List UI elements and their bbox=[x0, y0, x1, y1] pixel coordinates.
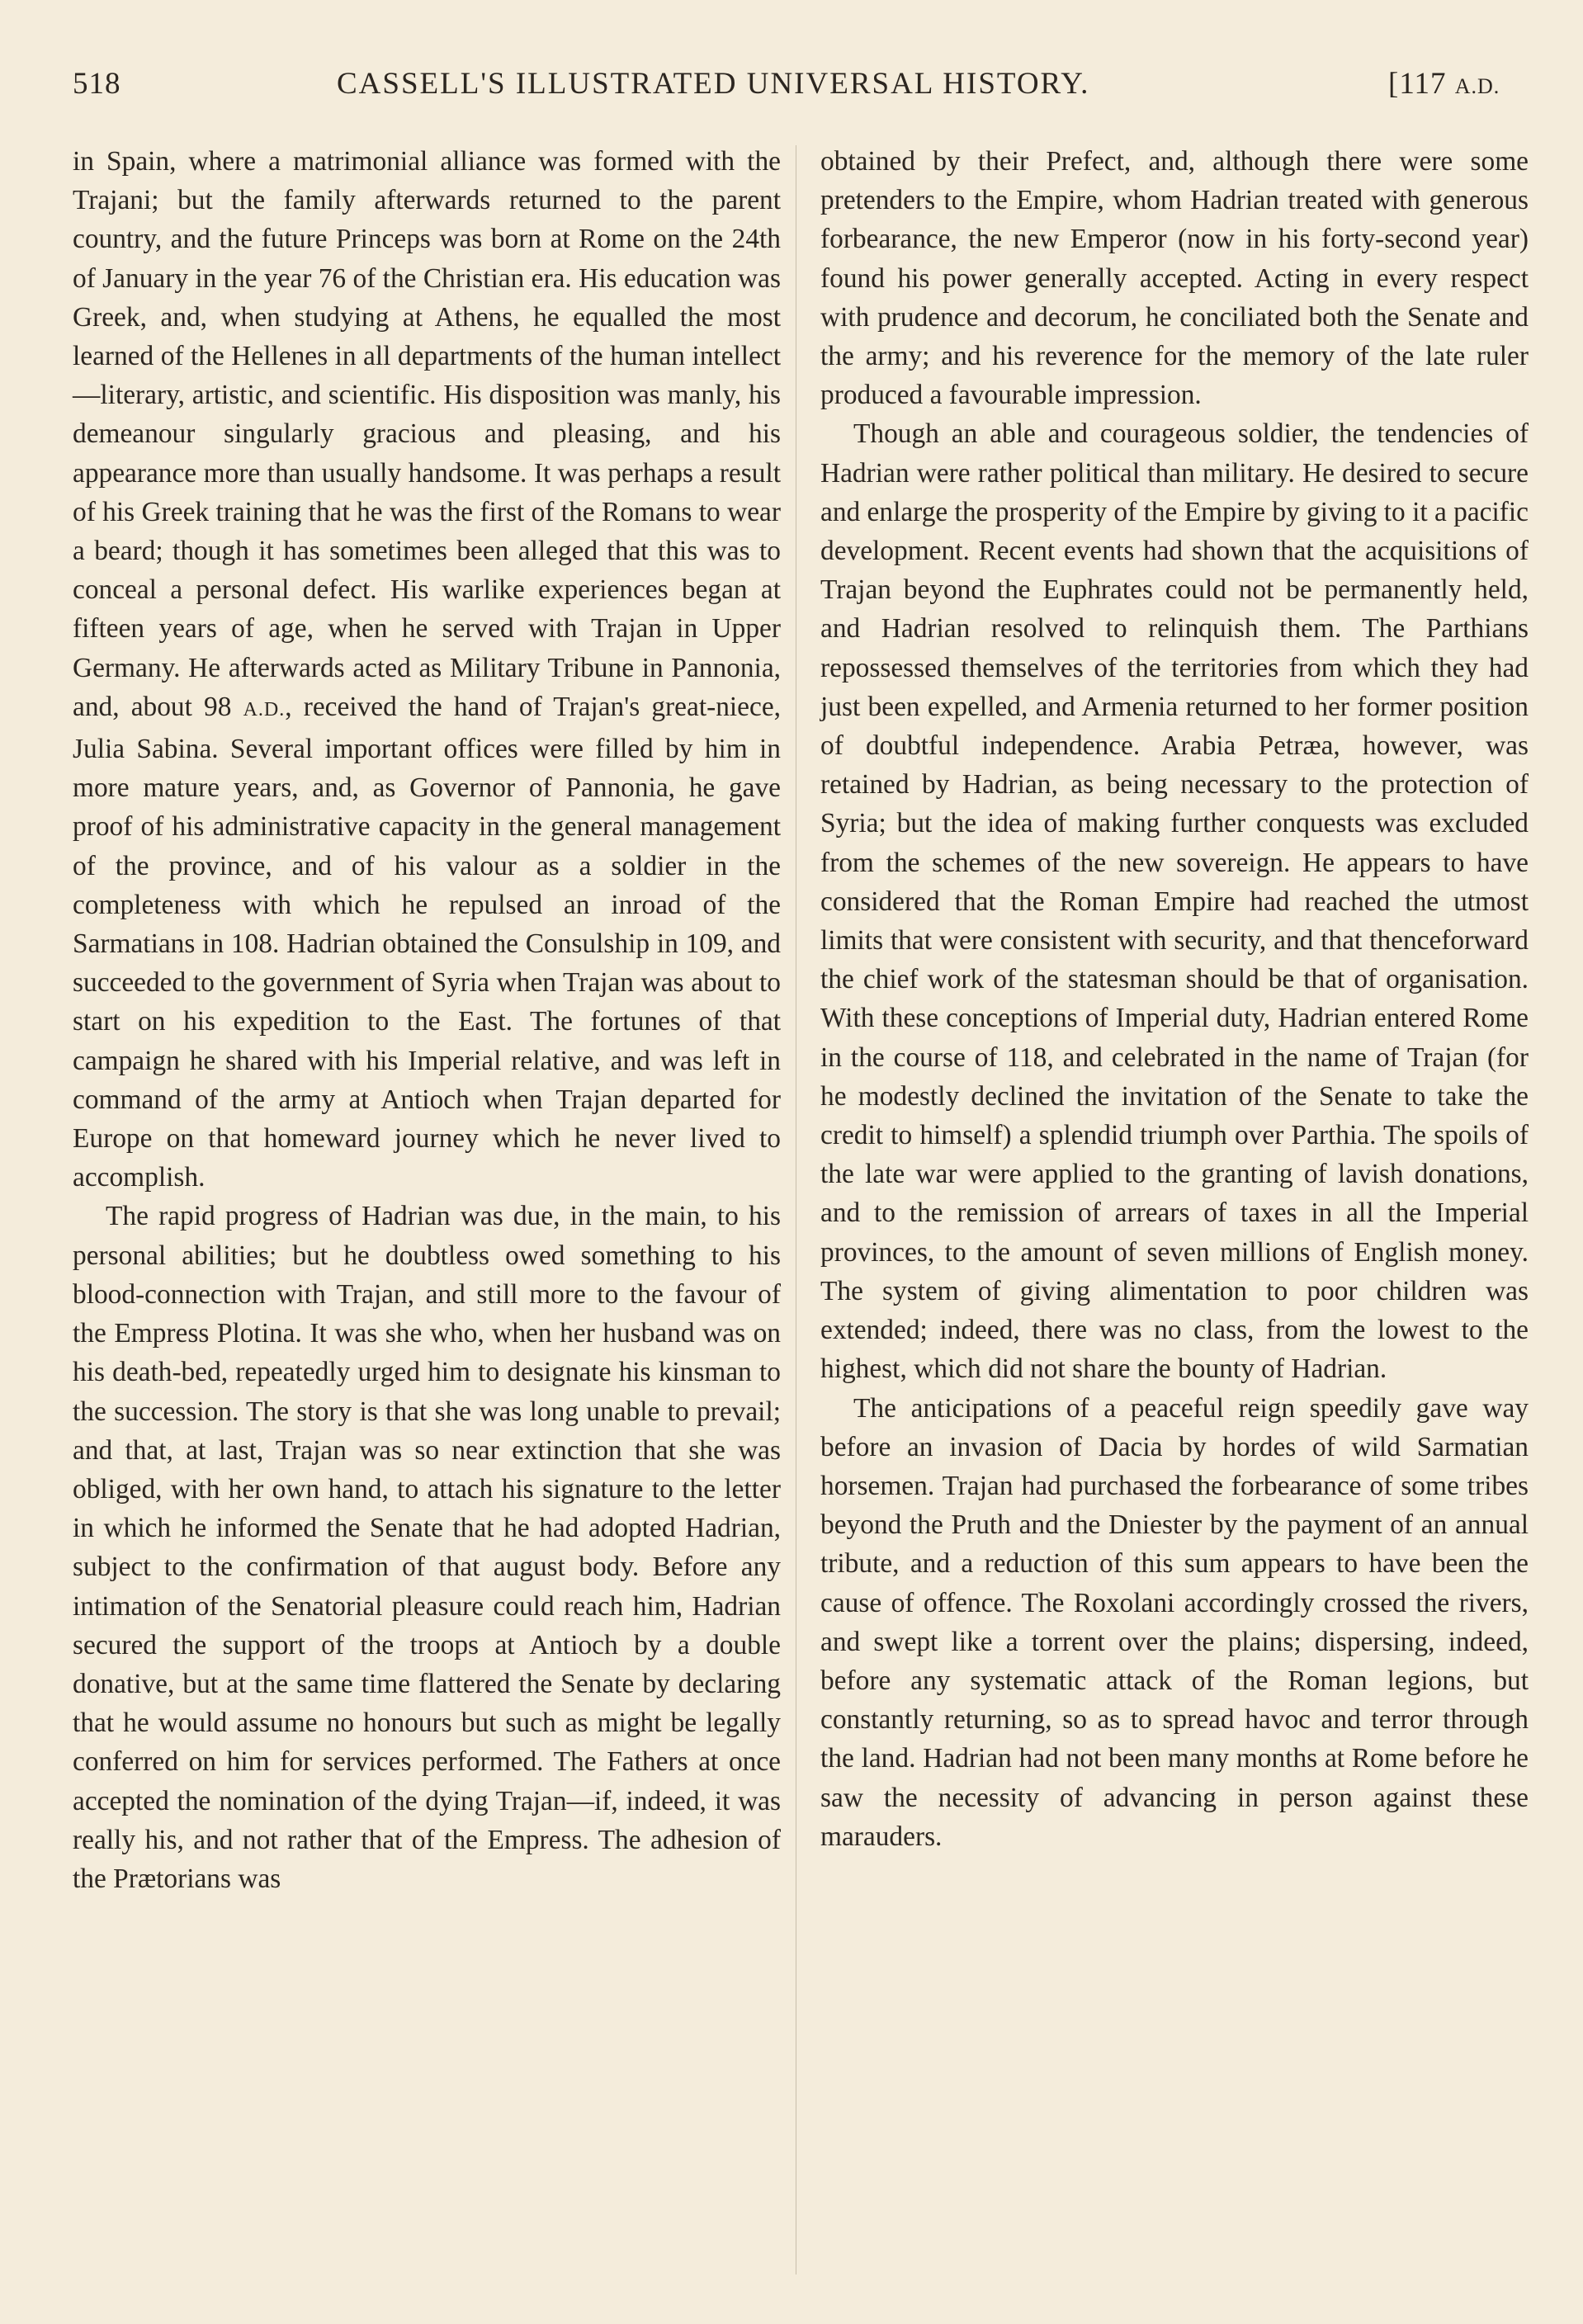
running-title: CASSELL'S ILLUSTRATED UNIVERSAL HISTORY. bbox=[337, 67, 1090, 101]
paragraph-text: in Spain, where a matrimonial alliance was formed with the Trajani; but the family afterwards returned to the parent country, and the future Princeps was born at Rome on the 24th of January in the year 76 of the Christian era. His education was Greek, and, when studying at Athens, he equalled the most learned of the Hellenes in all departments of the human intellect—literary, artistic, and scientific. His disposition was manly, his demeanour singularly gracious and pleasing, and his appearance more than usually handsome. It was perhaps a result of his Greek training that he was the first of the Romans to wear a beard; though it has sometimes been alleged that this was to conceal a personal defect. His warlike experiences began at fifteen years of age, when he served with Trajan in Upper Germany. He afterwards acted as Military Tribune in Pannonia, and, about 98 bbox=[73, 146, 781, 722]
right-column bbox=[820, 142, 1529, 1856]
date-prefix: [117 bbox=[1388, 67, 1455, 101]
paragraph bbox=[73, 142, 781, 1197]
page-header bbox=[0, 66, 1583, 116]
paragraph-text-continued: , received the hand of Trajan's great-niece, Julia Sabina. Several important offices were filled by him in more mature years, and, as Governor of Pannonia, he gave proof of his administrative capacity in the general management of the province, and of his valour as a soldier in the completeness with which he repulsed an inroad of the Sarmatians in 108. Hadrian obtained the Consulship in 109, and succeeded to the government of Syria when Trajan was about to start on his expedition to the East. The fortunes of that campaign he shared with his Imperial relative, and was left in command of the army at Antioch when Trajan departed for Europe on that homeward journey which he never lived to accomplish. bbox=[73, 691, 781, 1193]
paragraph: The rapid progress of Hadrian was due, in the main, to his personal abilities; but he doubtless owed something to his blood-connection with Trajan, and still more to the favour of the Empress Plotina. It was she who, when her husband was on his death-bed, repeatedly urged him to designate his kinsman to the succession. The story is that she was long unable to prevail; and that, at last, Trajan was so near extinction that she was obliged, with her own hand, to attach his signature to the letter in which he informed the Senate that he had adopted Hadrian, subject to the confirmation of that august body. Before any intimation of the Senatorial pleasure could reach him, Hadrian secured the support of the troops at Antioch by a double donative, but at the same time flattered the Senate by declaring that he would assume no honours but such as might be legally conferred on him for services performed. The Fathers at once accepted the nomination of the dying Trajan—if, indeed, it was really his, and not rather that of the Empress. The adhesion of the Prætorians was bbox=[73, 1201, 781, 1894]
paragraph: Though an able and courageous soldier, the tendencies of Hadrian were rather political than military. He desired to secure and enlarge the prosperity of the Empire by giving to it a pacific development. Recent events had shown that the acquisitions of Trajan beyond the Euphrates could not be permanently held, and Hadrian resolved to relinquish them. The Parthians repossessed themselves of the territories from which they had just been expelled, and Armenia returned to her former position of doubtful independence. Arabia Petræa, however, was retained by Hadrian, as being necessary to the protection of Syria; but the idea of making further conquests was excluded from the schemes of the new sovereign. He appears to have considered that the Roman Empire had reached the utmost limits that were consistent with security, and that thenceforward the chief work of the statesman should be that of organisation. With these conceptions of Imperial duty, Hadrian entered Rome in the course of 118, and celebrated in the name of Trajan (for he modestly declined the invitation of the Senate to take the credit to himself) a splendid triumph over Parthia. The spoils of the late war were applied to the granting of lavish donations, and to the remission of arrears of taxes in all the Imperial provinces, to the amount of seven millions of English money. The system of giving alimentation to poor children was extended; indeed, there was no class, from the lowest to the highest, which did not share the bounty of Hadrian. bbox=[820, 418, 1529, 1385]
era-abbreviation: A.D. bbox=[243, 698, 286, 720]
page-number: 518 bbox=[73, 67, 121, 101]
date-era: A.D. bbox=[1454, 74, 1500, 98]
date-marker bbox=[1388, 66, 1500, 102]
paragraph: obtained by their Prefect, and, although there were some pretenders to the Empire, whom Hadrian treated with generous forbearance, the new Emperor (now in his forty-second year) found his power generally accepted. Acting in every respect with prudence and decorum, he conciliated both the Senate and the army; and his reverence for the memory of the late ruler produced a favourable impression. bbox=[820, 146, 1529, 411]
paragraph: The anticipations of a peaceful reign speedily gave way before an invasion of Dacia by hordes of wild Sarmatian horsemen. Trajan had purchased the forbearance of some tribes beyond the Pruth and the Dniester by the payment of an annual tribute, and a reduction of this sum appears to have been the cause of offence. The Roxolani accordingly crossed the rivers, and swept like a torrent over the plains; dispersing, indeed, before any systematic attack of the Roman legions, but constantly returning, so as to spread havoc and terror through the land. Hadrian had not been many months at Rome before he saw the necessity of advancing in person against these marauders. bbox=[820, 1392, 1529, 1852]
left-column bbox=[73, 142, 781, 1898]
